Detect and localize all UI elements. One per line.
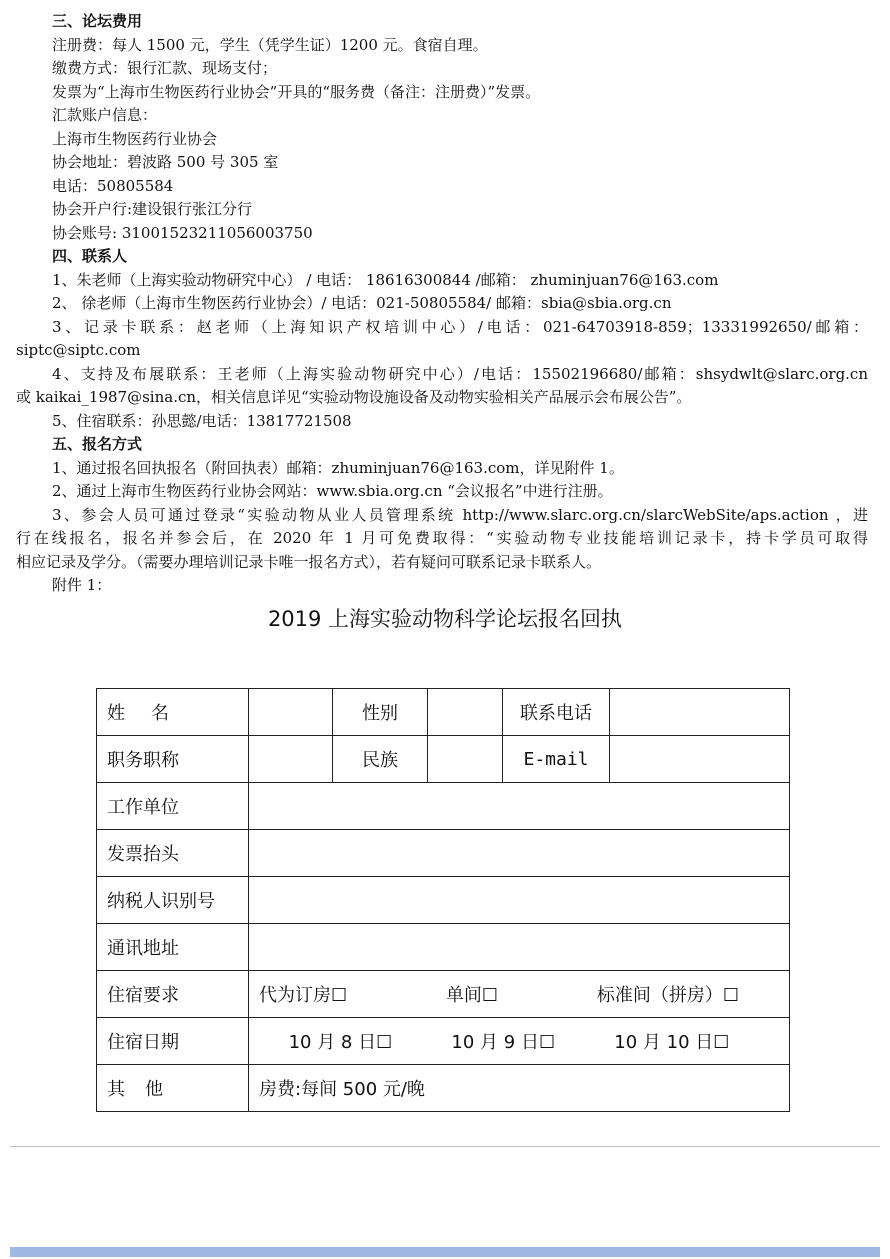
contact-item: 4、支持及布展联系：王老师（上海实验动物研究中心）/电话：15502196680/邮箱：shsydwlt@slarc.org.cn [52,365,868,383]
table-row [97,1065,790,1112]
phone-label: 联系电话 [503,689,610,736]
table-row [97,877,790,924]
registration-item-continued: 行在线报名，报名并参会后，在 2020 年 1 月可免费取得：“实验动物专业技能培训记录卡，持卡学员可取得 [16,529,868,547]
invoice-title-field[interactable] [249,830,790,877]
other-label: 其他 [97,1065,249,1112]
employer-field[interactable] [249,783,790,830]
contact-item: 2、 徐老师（上海市生物医药行业协会）/ 电话：021-50805584/ 邮箱：sbia@sbia.org.cn [52,294,672,312]
payment-method-line: 缴费方式：银行汇款、现场支付； [52,59,278,77]
email-label: E-mail [503,736,610,783]
account-number-line: 协会账号: 31001523211056003750 [52,224,313,242]
invoice-line: 发票为“上海市生物医药行业协会”开具的“服务费（备注：注册费）”发票。 [52,83,541,101]
lodging-dates-label: 住宿日期 [97,1018,249,1065]
date-oct9-checkbox[interactable]: 10 月 9 日☐ [451,1032,556,1053]
association-name-line: 上海市生物医药行业协会 [52,130,218,148]
contact-item: 3、记录卡联系：赵老师（上海知识产权培训中心）/电话：021-64703918-859；13331992650/邮箱： [52,318,868,336]
address-field[interactable] [249,924,790,971]
table-row [97,736,790,783]
ethnicity-label: 民族 [333,736,428,783]
phone-field[interactable] [610,689,790,736]
table-row [97,971,790,1018]
employer-label: 工作单位 [97,783,249,830]
ethnicity-field[interactable] [428,736,503,783]
lodging-label: 住宿要求 [97,971,249,1018]
invoice-title-label: 发票抬头 [97,830,249,877]
table-row [97,689,790,736]
table-row [97,1018,790,1065]
contact-item: 1、朱老师（上海实验动物研究中心） / 电话： 18616300844 /邮箱： zhuminjuan76@163.com [52,271,719,289]
lodging-option-single-checkbox[interactable]: 单间☐ [445,985,499,1006]
registration-item: 2、通过上海市生物医药行业协会网站：www.sbia.org.cn “会议报名”中进行注册。 [52,482,613,500]
date-oct8-checkbox[interactable]: 10 月 8 日☐ [288,1032,393,1053]
contact-item-continued: siptc@siptc.com [16,341,141,359]
other-value: 房费:每间 500 元/晚 [249,1065,790,1112]
association-phone-line: 电话：50805584 [52,177,174,195]
table-row [97,830,790,877]
account-info-line: 汇款账户信息： [52,106,158,124]
table-row [97,924,790,971]
registration-item-continued: 相应记录及学分。（需要办理培训记录卡唯一报名方式），若有疑问可联系记录卡联系人。 [16,553,602,571]
section-heading-fees: 三、论坛费用 [52,12,143,30]
contact-item: 5、住宿联系：孙思懿/电话：13817721508 [52,412,352,430]
section-heading-registration: 五、报名方式 [52,435,143,453]
position-field[interactable] [249,736,333,783]
registration-form-table [96,688,790,1112]
gender-field[interactable] [428,689,503,736]
footer-divider [10,1146,880,1147]
registration-item: 1、通过报名回执报名（附回执表）邮箱：zhuminjuan76@163.com，详见附件 1。 [52,459,624,477]
taxpayer-id-label: 纳税人识别号 [97,877,249,924]
form-title: 2019 上海实验动物科学论坛报名回执 [267,607,623,631]
page-bottom-bar [10,1247,880,1257]
lodging-options [249,971,790,1018]
association-address-line: 协会地址：碧波路 500 号 305 室 [52,153,279,171]
section-heading-contacts: 四、联系人 [52,247,128,265]
email-field[interactable] [610,736,790,783]
gender-label: 性别 [333,689,428,736]
registration-item: 3、参会人员可通过登录“实验动物从业人员管理系统 http://www.slarc.org.cn/slarcWebSite/aps.action ，进 [52,506,868,524]
address-label: 通讯地址 [97,924,249,971]
name-field[interactable] [249,689,333,736]
taxpayer-id-field[interactable] [249,877,790,924]
lodging-dates [249,1018,790,1065]
date-oct10-checkbox[interactable]: 10 月 10 日☐ [614,1032,730,1053]
name-label: 姓名 [97,689,249,736]
lodging-option-booking-checkbox[interactable]: 代为订房☐ [259,985,348,1006]
contact-item-continued: 或 kaikai_1987@sina.cn，相关信息详见“实验动物设施设备及动物实验相关产品展示会布展公告”。 [16,388,692,406]
lodging-option-standard-checkbox[interactable]: 标准间（拼房）☐ [596,985,739,1006]
bank-line: 协会开户行:建设银行张江分行 [52,200,253,218]
table-row [97,783,790,830]
position-label: 职务职称 [97,736,249,783]
attachment-label: 附件 1： [52,576,112,594]
fee-line: 注册费：每人 1500 元，学生（凭学生证）1200 元。食宿自理。 [52,36,488,54]
